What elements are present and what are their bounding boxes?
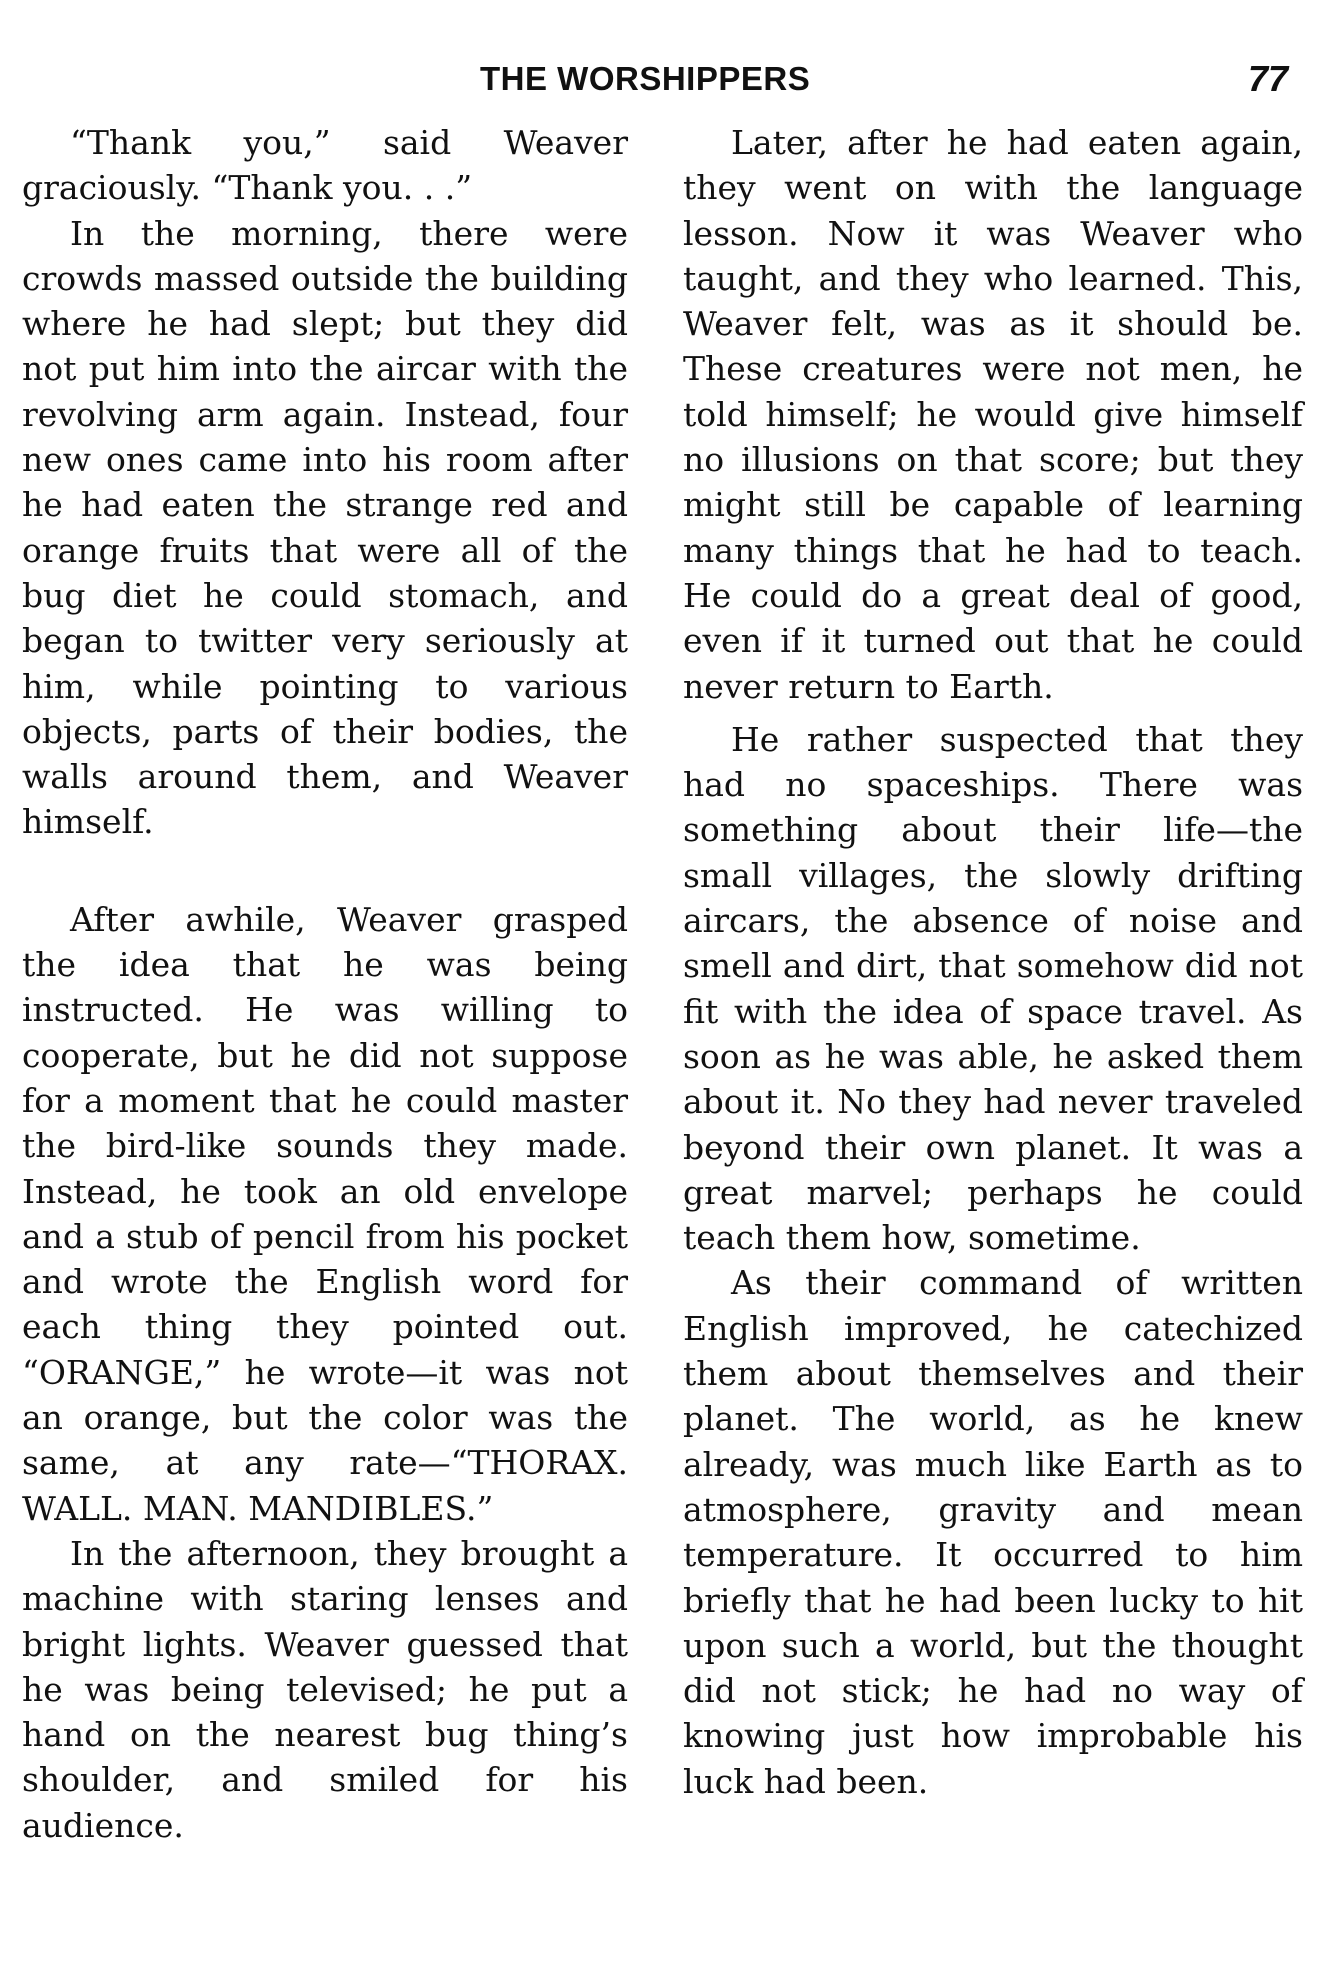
page-number: 77 [1247,58,1288,99]
paragraph: “Thank you,” said Weaver graciously. “Thank you. . .” [22,123,628,208]
paragraph: Later, after he had eaten again, they went on with the language lesson. Now it was Weaver who taught, and they who learned. This, Weaver felt, was as it should be. These creatures were not men, he told himself; he would give himself no illusions on that score; but they might still be capable of learning many things that he had to teach. He could do a great deal of good, even if it turned out that he could never return to Earth. [683,123,1303,706]
paragraph: In the afternoon, they brought a machine with staring lenses and bright lights. Weaver guessed that he was being televised; he put a hand on the nearest bug thing’s shoulder, and smiled for his audience. [22,1533,628,1845]
running-head [0,60,1324,110]
right-column [683,120,1303,1804]
paragraph: In the morning, there were crowds massed outside the building where he had slept; but they did not put him into the aircar with the revolving arm again. Instead, four new ones came into his room after he had eaten the strange red and orange fruits that were all of the bug diet he could stomach, and began to twitter very seriously at him, while pointing to various objects, parts of their bodies, the walls around them, and Weaver himself. [22,213,628,842]
left-column [22,120,628,1848]
paragraph: As their command of written English improved, he catechized them about themselves and their planet. The world, as he knew already, was much like Earth as to atmosphere, gravity and mean temperature. It occurred to him briefly that he had been lucky to hit upon such a world, but the thought did not stick; he had no way of knowing just how improbable his luck had been. [683,1263,1303,1801]
paragraph: He rather suspected that they had no spaceships. There was something about their life—the small villages, the slowly drifting aircars, the absence of noise and smell and dirt, that somehow did not fit with the idea of space travel. As soon as he was able, he asked them about it. No they had never traveled beyond their own planet. It was a great marvel; perhaps he could teach them how, sometime. [683,719,1303,1258]
paragraph: After awhile, Weaver grasped the idea that he was being instructed. He was willing to cooperate, but he did not suppose for a moment that he could master the bird-like sounds they made. Instead, he took an old envelope and a stub of pencil from his pocket and wrote the English word for each thing they pointed out. “ORANGE,” he wrote—it was not an orange, but the color was the same, at any rate—“THORAX. WALL. MAN. MANDIBLES.” [22,899,628,1528]
running-title: THE WORSHIPPERS [480,60,811,97]
